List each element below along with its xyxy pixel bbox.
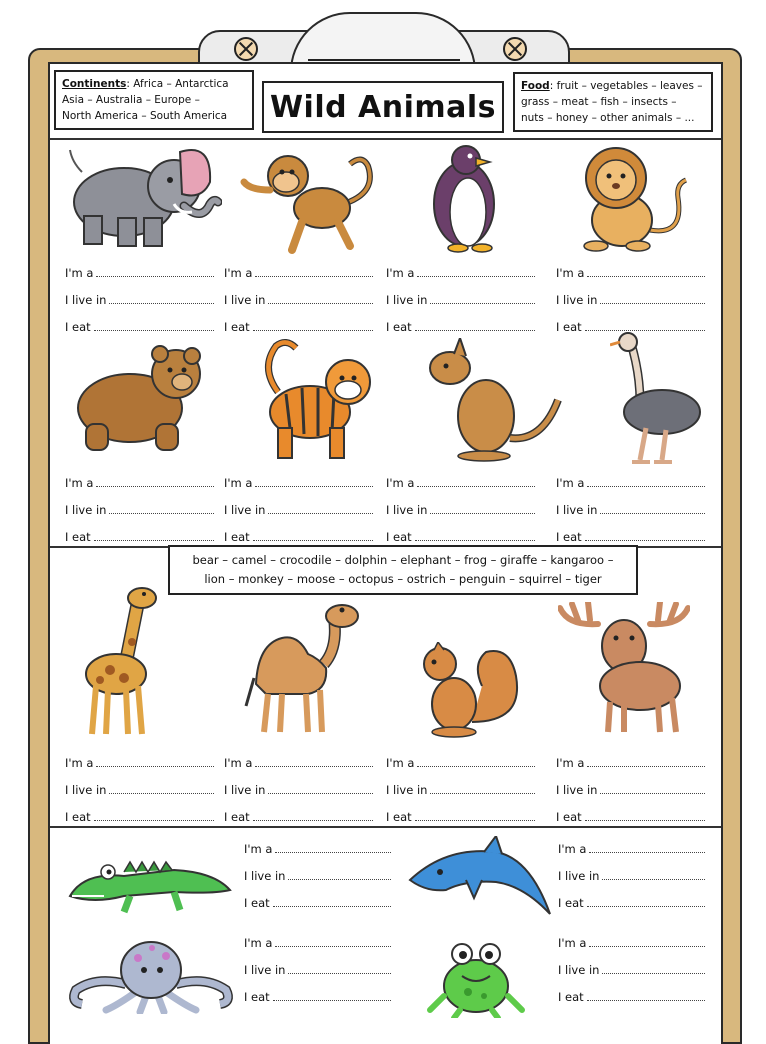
- answer-line[interactable]: [224, 756, 373, 770]
- answer-line[interactable]: [65, 530, 214, 544]
- answer-line[interactable]: [558, 896, 705, 910]
- prompt-label: I live in: [244, 869, 286, 883]
- answer-line[interactable]: [65, 783, 214, 797]
- prompt-label: I'm a: [65, 756, 94, 770]
- prompt-label: I'm a: [224, 476, 253, 490]
- prompt-label: I live in: [224, 503, 266, 517]
- food-box: [513, 72, 713, 132]
- answer-blank[interactable]: [275, 937, 391, 947]
- screw-icon: [503, 37, 527, 61]
- prompt-label: I eat: [558, 990, 584, 1004]
- prompt-label: I eat: [386, 320, 412, 334]
- prompt-label: I'm a: [244, 842, 273, 856]
- answer-blank[interactable]: [430, 294, 535, 304]
- answer-blank[interactable]: [415, 811, 535, 821]
- answer-blank[interactable]: [600, 784, 705, 794]
- answer-blank[interactable]: [273, 897, 391, 907]
- answer-blank[interactable]: [415, 531, 535, 541]
- word-bank: [168, 545, 638, 595]
- answer-line[interactable]: [556, 503, 705, 517]
- prompt-label: I eat: [386, 810, 412, 824]
- answer-line[interactable]: [244, 963, 391, 977]
- octopus-icon: [66, 936, 236, 1014]
- clip-line: [308, 59, 460, 61]
- answer-blank[interactable]: [109, 294, 214, 304]
- answer-line[interactable]: [244, 896, 391, 910]
- answer-line[interactable]: [224, 320, 373, 334]
- prompt-label: I live in: [65, 783, 107, 797]
- continents-line: : Africa – Antarctica: [126, 78, 229, 90]
- answer-blank[interactable]: [255, 267, 373, 277]
- bear-icon: [72, 344, 204, 458]
- crocodile-icon: [64, 850, 234, 916]
- prompt-label: I'm a: [65, 476, 94, 490]
- answer-blank[interactable]: [602, 870, 705, 880]
- answer-line[interactable]: [556, 293, 705, 307]
- answer-line[interactable]: [556, 783, 705, 797]
- answer-blank[interactable]: [417, 757, 535, 767]
- prompt-label: I'm a: [244, 936, 273, 950]
- answer-blank[interactable]: [268, 294, 373, 304]
- page-title: Wild Animals: [269, 89, 497, 125]
- answer-line[interactable]: [558, 869, 705, 883]
- answer-line[interactable]: [65, 293, 214, 307]
- answer-blank[interactable]: [417, 267, 535, 277]
- prompt-label: I eat: [556, 810, 582, 824]
- prompt-label: I live in: [65, 503, 107, 517]
- answer-blank[interactable]: [96, 757, 214, 767]
- prompt-label: I'm a: [224, 266, 253, 280]
- answer-line[interactable]: [65, 810, 214, 824]
- continents-box: [54, 70, 254, 130]
- answer-blank[interactable]: [587, 897, 705, 907]
- answer-blank[interactable]: [587, 477, 705, 487]
- prompt-label: I'm a: [65, 266, 94, 280]
- answer-blank[interactable]: [587, 267, 705, 277]
- answer-blank[interactable]: [94, 321, 214, 331]
- prompt-label: I eat: [224, 320, 250, 334]
- answer-blank[interactable]: [109, 504, 214, 514]
- elephant-icon: [62, 142, 222, 250]
- answer-line[interactable]: [386, 293, 535, 307]
- prompt-label: I'm a: [558, 936, 587, 950]
- prompt-label: I'm a: [386, 756, 415, 770]
- answer-line[interactable]: [224, 530, 373, 544]
- answer-blank[interactable]: [288, 870, 391, 880]
- answer-line[interactable]: [558, 963, 705, 977]
- answer-line[interactable]: [386, 530, 535, 544]
- food-label: Food: [521, 80, 550, 92]
- dolphin-icon: [406, 836, 556, 918]
- answer-line[interactable]: [244, 936, 391, 950]
- prompt-label: I live in: [244, 963, 286, 977]
- answer-line[interactable]: [558, 990, 705, 1004]
- answer-blank[interactable]: [253, 811, 373, 821]
- answer-blank[interactable]: [273, 991, 391, 1001]
- answer-line[interactable]: [65, 476, 214, 490]
- answer-blank[interactable]: [417, 477, 535, 487]
- prompt-label: I'm a: [556, 266, 585, 280]
- answer-line[interactable]: [224, 476, 373, 490]
- prompt-label: I eat: [244, 990, 270, 1004]
- section-divider: [50, 826, 721, 828]
- answer-line[interactable]: [244, 842, 391, 856]
- answer-blank[interactable]: [268, 784, 373, 794]
- prompt-label: I eat: [244, 896, 270, 910]
- prompt-label: I live in: [386, 293, 428, 307]
- prompt-label: I live in: [224, 293, 266, 307]
- prompt-label: I live in: [556, 783, 598, 797]
- prompt-label: I'm a: [386, 476, 415, 490]
- prompt-label: I live in: [556, 293, 598, 307]
- answer-blank[interactable]: [600, 294, 705, 304]
- prompt-label: I eat: [558, 896, 584, 910]
- answer-line[interactable]: [558, 842, 705, 856]
- food-line: nuts – honey – other animals – ...: [521, 112, 695, 124]
- answer-line[interactable]: [556, 266, 705, 280]
- prompt-label: I eat: [65, 810, 91, 824]
- answer-line[interactable]: [386, 476, 535, 490]
- prompt-label: I eat: [65, 320, 91, 334]
- answer-blank[interactable]: [585, 321, 705, 331]
- penguin-icon: [426, 140, 506, 254]
- answer-blank[interactable]: [585, 531, 705, 541]
- answer-line[interactable]: [386, 266, 535, 280]
- prompt-label: I eat: [65, 530, 91, 544]
- answer-line[interactable]: [386, 810, 535, 824]
- answer-blank[interactable]: [587, 991, 705, 1001]
- answer-blank[interactable]: [589, 937, 705, 947]
- monkey-icon: [238, 146, 384, 258]
- answer-blank[interactable]: [602, 964, 705, 974]
- screw-icon: [234, 37, 258, 61]
- answer-line[interactable]: [65, 503, 214, 517]
- lion-icon: [566, 146, 692, 254]
- answer-line[interactable]: [556, 530, 705, 544]
- word-bank-line: bear – camel – crocodile – dolphin – elephant – frog – giraffe – kangaroo –: [192, 553, 614, 567]
- camel-icon: [238, 598, 364, 736]
- answer-blank[interactable]: [94, 531, 214, 541]
- tiger-icon: [256, 338, 380, 464]
- continents-label: Continents: [62, 78, 127, 90]
- answer-blank[interactable]: [255, 477, 373, 487]
- answer-line[interactable]: [556, 476, 705, 490]
- answer-blank[interactable]: [94, 811, 214, 821]
- answer-line[interactable]: [65, 320, 214, 334]
- prompt-label: I live in: [558, 963, 600, 977]
- continents-line: Asia – Australia – Europe –: [62, 94, 200, 106]
- answer-blank[interactable]: [253, 321, 373, 331]
- prompt-label: I live in: [224, 783, 266, 797]
- answer-line[interactable]: [556, 320, 705, 334]
- answer-line[interactable]: [386, 503, 535, 517]
- answer-blank[interactable]: [288, 964, 391, 974]
- answer-line[interactable]: [244, 990, 391, 1004]
- prompt-label: I eat: [556, 320, 582, 334]
- prompt-label: I eat: [224, 810, 250, 824]
- prompt-label: I'm a: [556, 476, 585, 490]
- section-divider: [50, 138, 721, 140]
- ostrich-icon: [610, 332, 706, 472]
- answer-line[interactable]: [386, 756, 535, 770]
- answer-line[interactable]: [224, 293, 373, 307]
- moose-icon: [558, 602, 690, 736]
- squirrel-icon: [416, 642, 522, 738]
- prompt-label: I eat: [556, 530, 582, 544]
- food-line: : fruit – vegetables – leaves –: [549, 80, 703, 92]
- answer-blank[interactable]: [600, 504, 705, 514]
- answer-blank[interactable]: [585, 811, 705, 821]
- answer-blank[interactable]: [430, 784, 535, 794]
- title-box: [262, 81, 504, 133]
- frog-icon: [426, 936, 526, 1018]
- prompt-label: I'm a: [386, 266, 415, 280]
- answer-line[interactable]: [386, 320, 535, 334]
- prompt-label: I eat: [386, 530, 412, 544]
- answer-line[interactable]: [556, 810, 705, 824]
- answer-line[interactable]: [556, 756, 705, 770]
- answer-blank[interactable]: [587, 757, 705, 767]
- prompt-label: I'm a: [556, 756, 585, 770]
- answer-line[interactable]: [244, 869, 391, 883]
- continents-line: North America – South America: [62, 110, 228, 122]
- answer-line[interactable]: [65, 756, 214, 770]
- answer-blank[interactable]: [96, 477, 214, 487]
- answer-line[interactable]: [224, 783, 373, 797]
- prompt-label: I live in: [65, 293, 107, 307]
- answer-blank[interactable]: [589, 843, 705, 853]
- answer-line[interactable]: [65, 266, 214, 280]
- prompt-label: I live in: [558, 869, 600, 883]
- prompt-label: I live in: [386, 783, 428, 797]
- answer-blank[interactable]: [268, 504, 373, 514]
- answer-line[interactable]: [558, 936, 705, 950]
- answer-line[interactable]: [224, 266, 373, 280]
- giraffe-icon: [80, 582, 164, 740]
- answer-blank[interactable]: [415, 321, 535, 331]
- answer-blank[interactable]: [430, 504, 535, 514]
- answer-blank[interactable]: [275, 843, 391, 853]
- kangaroo-icon: [424, 338, 562, 462]
- prompt-label: I live in: [386, 503, 428, 517]
- answer-blank[interactable]: [255, 757, 373, 767]
- answer-blank[interactable]: [109, 784, 214, 794]
- word-bank-line: lion – monkey – moose – octopus – ostrich – penguin – squirrel – tiger: [204, 572, 602, 586]
- answer-line[interactable]: [224, 810, 373, 824]
- answer-line[interactable]: [386, 783, 535, 797]
- prompt-label: I eat: [224, 530, 250, 544]
- prompt-label: I'm a: [224, 756, 253, 770]
- answer-blank[interactable]: [253, 531, 373, 541]
- answer-blank[interactable]: [96, 267, 214, 277]
- prompt-label: I live in: [556, 503, 598, 517]
- answer-line[interactable]: [224, 503, 373, 517]
- food-line: grass – meat – fish – insects –: [521, 96, 677, 108]
- prompt-label: I'm a: [558, 842, 587, 856]
